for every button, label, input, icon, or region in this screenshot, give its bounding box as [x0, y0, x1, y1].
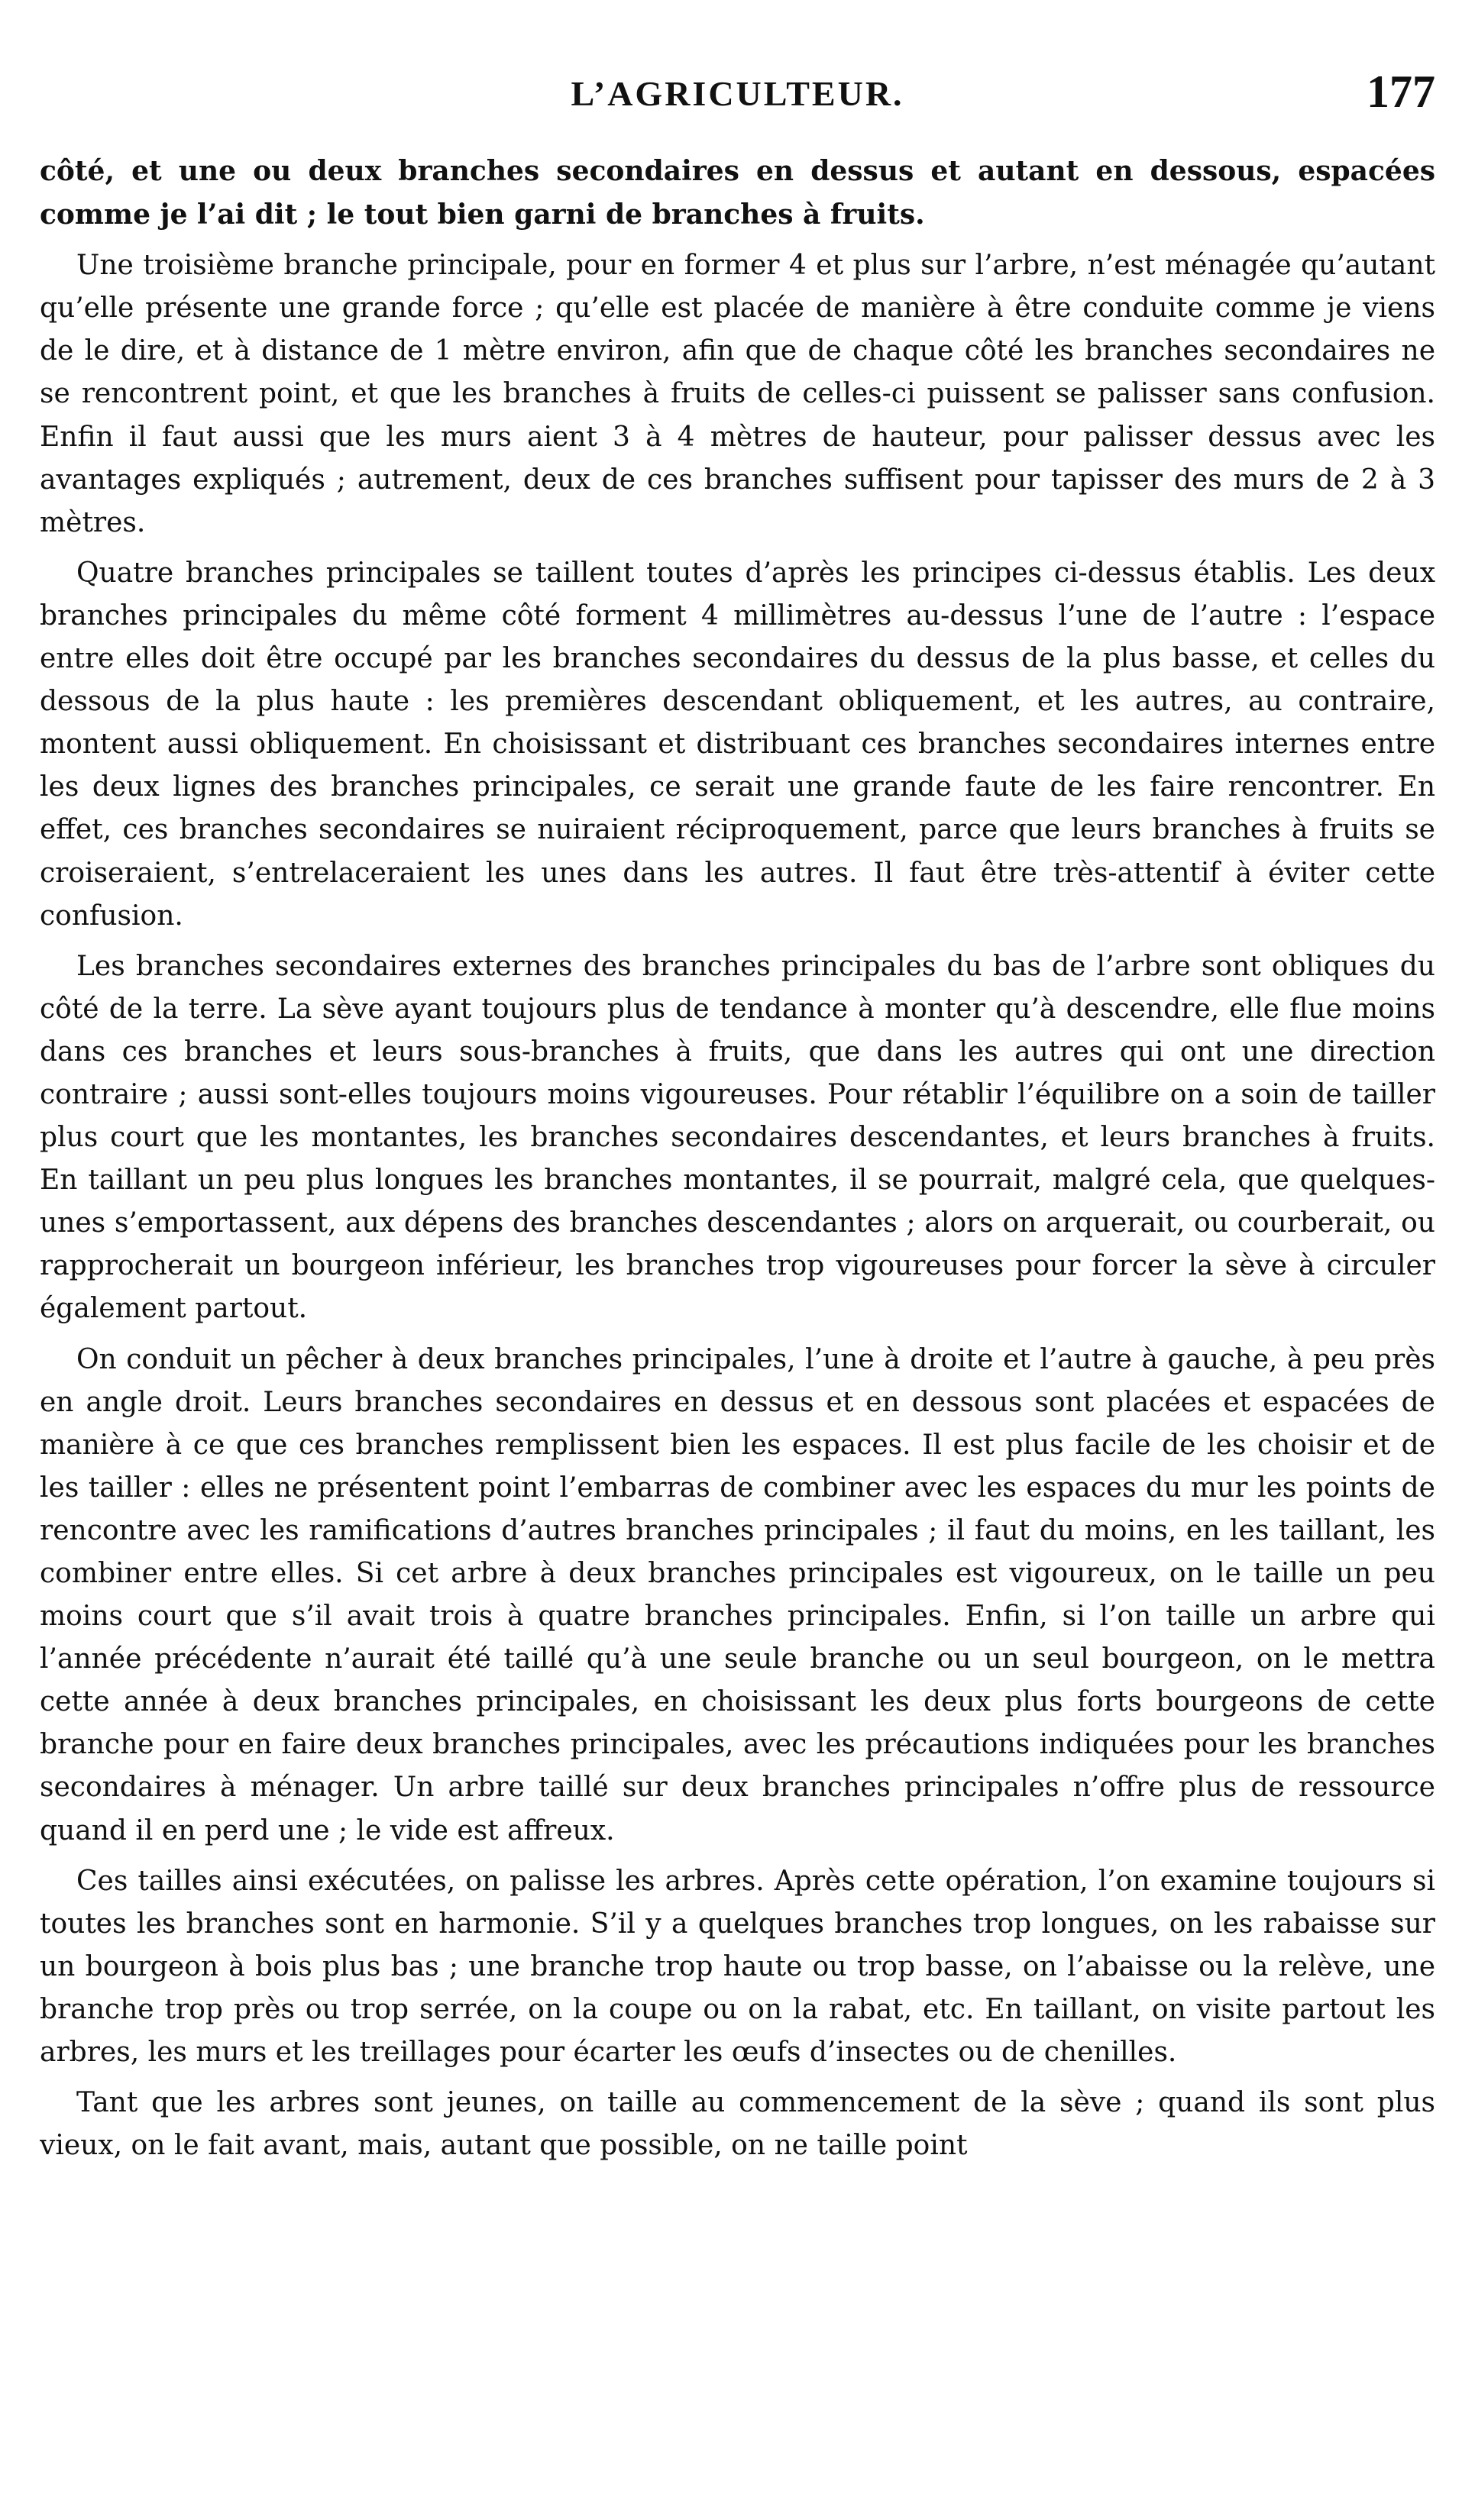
- paragraph-5-text: On conduit un pêcher à deux branches principales, l’une à droite et l’autre à gauche, à peu près en angle droit. Leurs branches secondaires en dessus et en dessous sont placées et espacées de manière à ce que ces branches remplissent bien les espaces. Il est plus facile de les choisir et de les tailler : elles ne présentent point l’embarras de combiner avec les espaces du mur les points de rencontre avec les ramifications d’autres branches principales ; il faut du moins, en les taillant, les combiner entre elles. Si cet arbre à deux branches principales est vigoureux, on le taille un peu moins court que s’il avait trois à quatre branches principales. Enfin, si l’on taille un arbre qui l’année précédente n’aurait été taillé qu’à une seule branche ou un seul bourgeon, on le mettra cette année à deux branches principales, en choisissant les deux plus forts bourgeons de cette branche pour en faire deux branches principales, avec les précautions indiquées pour les branches secondaires à ménager. Un arbre taillé sur deux branches principales n’offre plus de ressource quand il en perd une ; le vide est affreux.: [40, 1343, 1435, 1846]
- paragraph-1: [40, 150, 1435, 237]
- paragraph-6-text: Ces tailles ainsi exécutées, on palisse les arbres. Après cette opération, l’on examine toujours si toutes les branches sont en harmonie. S’il y a quelques branches trop longues, on les rabaisse sur un bourgeon à bois plus bas ; une branche trop haute ou trop basse, on l’abaisse ou la relève, une branche trop près ou trop serrée, on la coupe ou on la rabat, etc. En taillant, on visite partout les arbres, les murs et les treillages pour écarter les œufs d’insectes ou de chenilles.: [40, 1865, 1435, 2069]
- paragraph-6: [40, 1860, 1435, 2074]
- body-text: [40, 150, 1435, 2479]
- paragraph-7: [40, 2082, 1435, 2167]
- paragraph-7-text: Tant que les arbres sont jeunes, on taille au commencement de la sève ; quand ils sont plus vieux, on le fait avant, mais, autant que possible, on ne taille point: [40, 2087, 1435, 2162]
- page-header: [40, 66, 1435, 127]
- paragraph-3: [40, 552, 1435, 938]
- paragraph-2-lead: Une troisième branche principale,: [76, 250, 557, 282]
- paragraph-2-text: pour en former 4 et plus sur l’arbre, n’est ménagée qu’autant qu’elle présente une grande force ; qu’elle est placée de manière à être conduite comme je viens de le dire, et à distance de 1 mètre environ, afin que de chaque côté les branches secondaires ne se rencontrent point, et que les branches à fruits de celles-ci puissent se palisser sans confusion. Enfin il faut aussi que les murs aient 3 à 4 mètres de hauteur, pour palisser dessus avec les avantages expliqués ; autrement, deux de ces branches suffisent pour tapisser des murs de 2 à 3 mètres.: [40, 250, 1435, 538]
- paragraph-3-text: Quatre branches principales se taillent toutes d’après les principes ci-dessus établis. Les deux branches principales du même côté forment 4 millimètres au-dessus l’une de l’autre : l’espace entre elles doit être occupé par les branches secondaires du dessus de la plus basse, et celles du dessous de la plus haute : les premières descendant obliquement, et les autres, au contraire, montent aussi obliquement. En choisissant et distribuant ces branches secondaires internes entre les deux lignes des branches principales, ce serait une grande faute de les faire rencontrer. En effet, ces branches secondaires se nuiraient réciproquement, parce que leurs branches à fruits se croiseraient, s’entrelaceraient les unes dans les autres. Il faut être très-attentif à éviter cette confusion.: [40, 557, 1435, 932]
- paragraph-4-text: Les branches secondaires externes des branches principales du bas de l’arbre sont obliques du côté de la terre. La sève ayant toujours plus de tendance à monter qu’à descendre, elle flue moins dans ces branches et leurs sous-branches à fruits, que dans les autres qui ont une direction contraire ; aussi sont-elles toujours moins vigoureuses. Pour rétablir l’équilibre on a soin de tailler plus court que les montantes, les branches secondaires descendantes, et leurs branches à fruits. En taillant un peu plus longues les branches montantes, il se pourrait, malgré cela, que quelques-unes s’emportassent, aux dépens des branches descendantes ; alors on arquerait, ou courberait, ou rapprocherait un bourgeon inférieur, les branches trop vigoureuses pour forcer la sève à circuler également partout.: [40, 950, 1435, 1325]
- running-head: L’AGRICULTEUR.: [571, 74, 904, 113]
- page-number: 177: [1367, 66, 1435, 117]
- paragraph-4: [40, 945, 1435, 1331]
- paragraph-1-lead: côté, et une ou deux branches secondaires en dessus et autant en dessous, espacées comme je l’ai dit ; le tout bien garni de branches à fruits.: [40, 155, 1435, 231]
- paragraph-5: [40, 1339, 1435, 1853]
- paragraph-2: [40, 244, 1435, 544]
